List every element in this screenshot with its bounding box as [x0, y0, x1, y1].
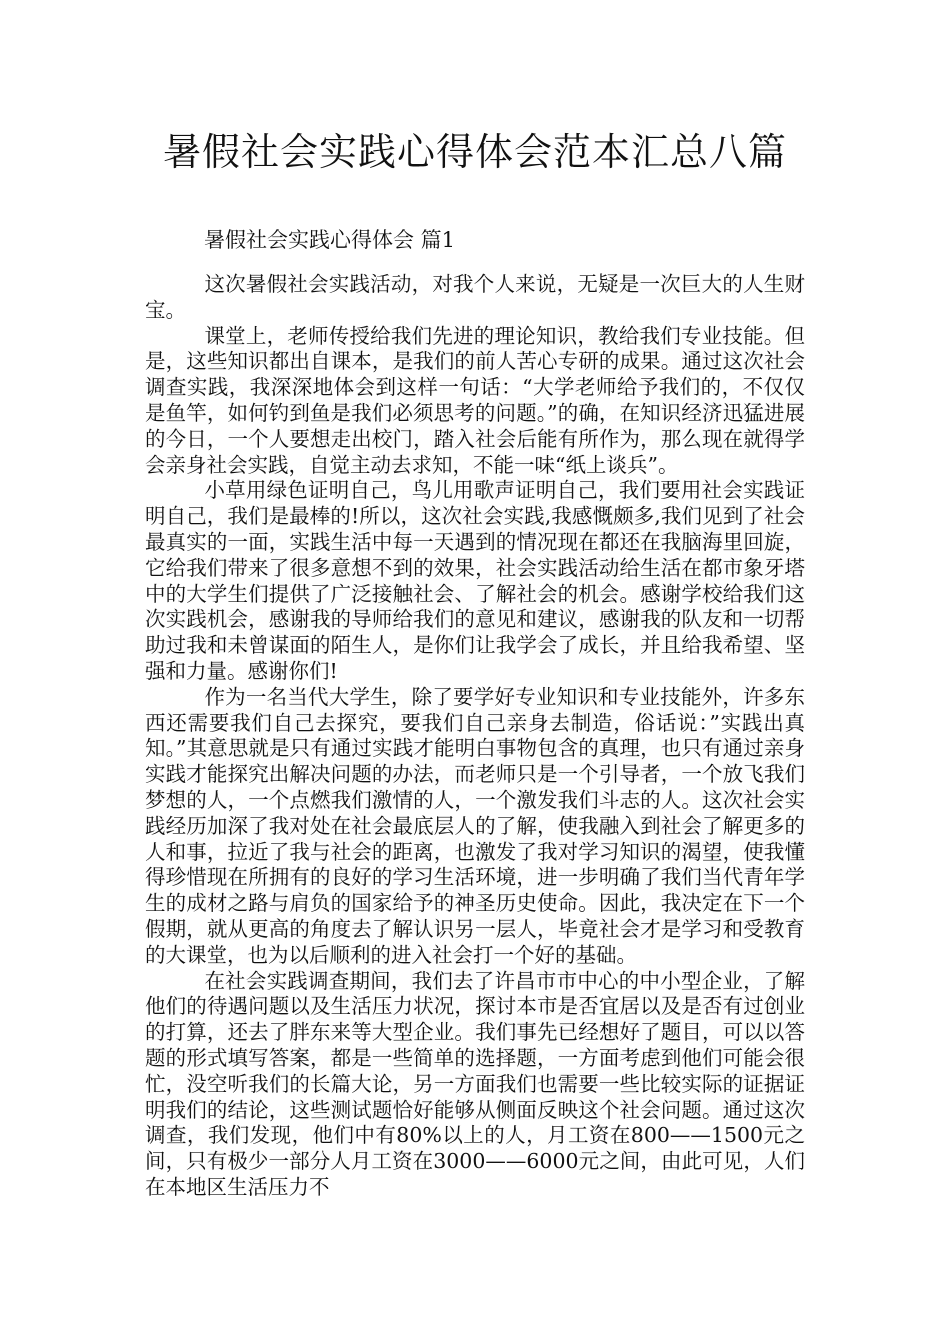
- paragraph: 这次暑假社会实践活动，对我个人来说，无疑是一次巨大的人生财宝。: [145, 272, 805, 322]
- paragraph: 小草用绿色证明自己，鸟儿用歌声证明自己，我们要用社会实践证明自己，我们是最棒的!所以，这次社会实践,我感慨颇多,我们见到了社会最真实的一面，实践生活中每一天遇到的情况现在都还在我脑海里回旋，它给我们带来了很多意想不到的效果，社会实践活动给生活在都市象牙塔中的大学生们提供了广泛接触社会、了解社会的机会。感谢学校给我们这次实践机会，感谢我的导师给我们的意见和建议，感谢我的队友和一切帮助过我和未曾谋面的陌生人，是你们让我学会了成长，并且给我希望、坚强和力量。感谢你们!: [145, 478, 805, 683]
- paragraph: 课堂上，老师传授给我们先进的理论知识，教给我们专业技能。但是，这些知识都出自课本，是我们的前人苦心专研的成果。通过这次社会调查实践，我深深地体会到这样一句话：“大学老师给予我们的，不仅仅是鱼竿，如何钓到鱼是我们必须思考的问题。”的确，在知识经济迅猛进展的今日，一个人要想走出校门，踏入社会后能有所作为，那么现在就得学会亲身社会实践，自觉主动去求知，不能一味“纸上谈兵”。: [145, 323, 805, 477]
- document-body: [145, 272, 805, 1201]
- paragraph: 作为一名当代大学生，除了要学好专业知识和专业技能外，许多东西还需要我们自己去探究，要我们自己亲身去制造，俗话说：”实践出真知。”其意思就是只有通过实践才能明白事物包含的真理，也只有通过亲身实践才能探究出解决问题的办法，而老师只是一个引导者，一个放飞我们梦想的人，一个点燃我们激情的人，一个激发我们斗志的人。这次社会实践经历加深了我对处在社会最底层人的了解，使我融入到社会了解更多的人和事，拉近了我与社会的距离，也激发了我对学习知识的渴望，使我懂得珍惜现在所拥有的良好的学习生活环境，进一步明确了我们当代青年学生的成材之路与肩负的国家给予的神圣历史使命。因此，我决定在下一个假期，就从更高的角度去了解认识另一层人，毕竟社会才是学习和受教育的大课堂，也为以后顺利的进入社会打一个好的基础。: [145, 684, 805, 967]
- document-title: 暑假社会实践心得体会范本汇总八篇: [162, 130, 787, 174]
- paragraph: 在社会实践调查期间，我们去了许昌市市中心的中小型企业，了解他们的待遇问题以及生活压力状况，探讨本市是否宜居以及是否有过创业的打算，还去了胖东来等大型企业。我们事先已经想好了题目，可以以答题的形式填写答案，都是一些简单的选择题，一方面考虑到他们可能会很忙，没空听我们的长篇大论，另一方面我们也需要一些比较实际的证据证明我们的结论，这些测试题恰好能够从侧面反映这个社会问题。通过这次调查，我们发现，他们中有80%以上的人，月工资在800——1500元之间，只有极少一部分人月工资在3000——6000元之间，由此可见，人们在本地区生活压力不: [145, 968, 805, 1199]
- section-heading: 暑假社会实践心得体会 篇1: [204, 228, 456, 252]
